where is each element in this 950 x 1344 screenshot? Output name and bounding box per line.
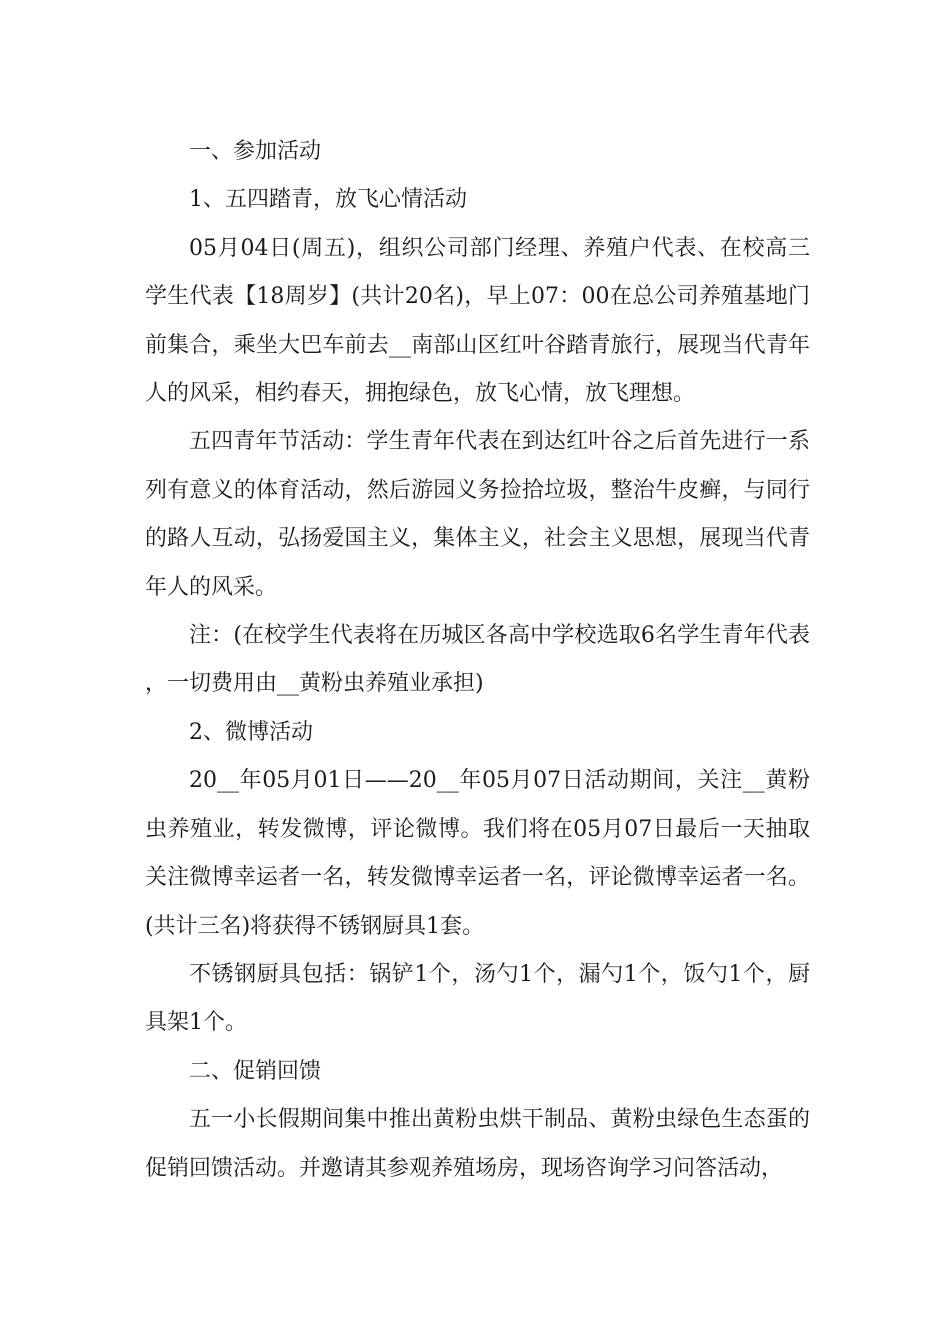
section-heading-participate: 一、参加活动 — [189, 139, 322, 164]
subheading-may-fourth-outing: 1、五四踏青，放飞心情活动 — [189, 187, 467, 213]
paragraph-weibo-details: 20__年05月01日——20__年05月07日活动期间，关注__黄粉虫养殖业，转发微博，评论微博。我们将在05月07日最后一天抽取关注微博幸运者一名，转发微博幸运者一名，评论微博幸运者一名。(共计三名)将获得不锈钢厨具1套。 — [145, 768, 810, 939]
paragraph-kitchenware-contents: 不锈钢厨具包括：锅铲1个，汤勺1个，漏勺1个，饭勺1个，厨具架1个。 — [145, 961, 810, 1036]
paragraph-youth-day-activity: 五四青年节活动：学生青年代表在到达红叶谷之后首先进行一系列有意义的体育活动，然后游园义务捡拾垃圾，整治牛皮癣，与同行的路人互动，弘扬爱国主义，集体主义，社会主义思想，展现当代青年人的风采。 — [145, 429, 810, 600]
section-heading-promotion: 二、促销回馈 — [189, 1058, 322, 1084]
paragraph-outing-details: 05月04日(周五)，组织公司部门经理、养殖户代表、在校高三学生代表【18周岁】(共计20名)，早上07：00在总公司养殖基地门前集合，乘坐大巴车前去__南部山区红叶谷踏青旅行，展现当代青年人的风采，相约春天，拥抱绿色，放飞心情，放飞理想。 — [145, 235, 810, 407]
paragraph-promotion-details: 五一小长假期间集中推出黄粉虫烘干制品、黄粉虫绿色生态蛋的促销回馈活动。并邀请其参观养殖场房，现场咨询学习问答活动， — [145, 1107, 810, 1181]
paragraph-note: 注：(在校学生代表将在历城区各高中学校选取6名学生青年代表，一切费用由__黄粉虫养殖业承担) — [145, 623, 810, 697]
document-body — [145, 128, 810, 1193]
subheading-weibo-activity: 2、微博活动 — [189, 719, 313, 745]
